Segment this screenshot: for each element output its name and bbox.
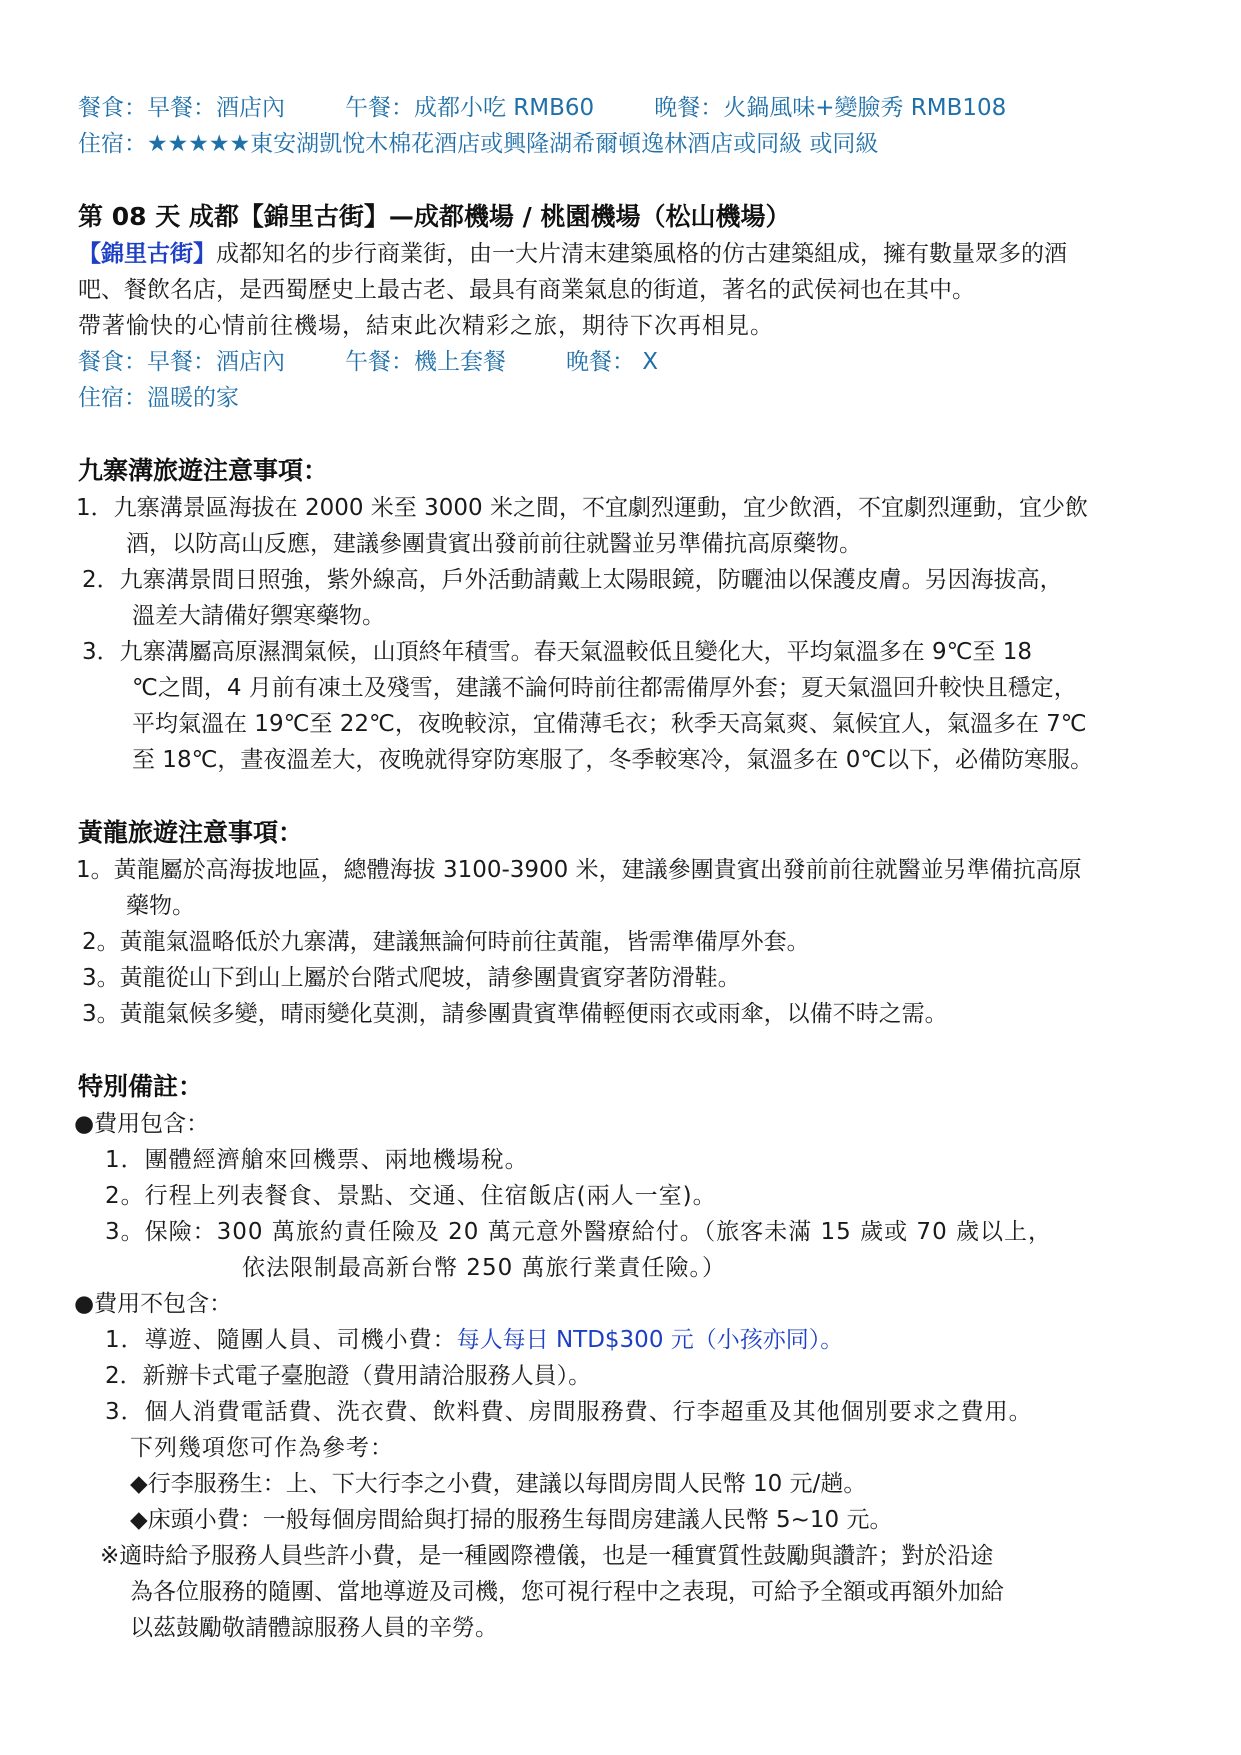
item-text: 黃龍氣溫略低於九寨溝，建議無論何時前往黃龍，皆需準備厚外套。 [119, 929, 810, 955]
day7-dinner: 晚餐：火鍋風味+變臉秀 RMB108 [654, 95, 1007, 121]
item-text: 黃龍從山下到山上屬於台階式爬坡，請參團貴賓穿著防滑鞋。 [119, 965, 741, 991]
item-number: 3． [82, 639, 120, 665]
remark-line: 為各位服務的隨團、當地導遊及司機，您可視行程中之表現，可給予全額或再額外加給 [130, 1579, 1004, 1605]
day8-lodging: 住宿：溫暖的家 [78, 385, 239, 411]
item-text: 平均氣溫在 19℃至 22℃，夜晚較涼，宜備薄毛衣；秋季天高氣爽、氣候宜人，氣溫多在 7℃ [132, 711, 1087, 737]
day8-lunch: 午餐：機上套餐 [345, 349, 506, 375]
tip-amount-highlight: 每人每日 NTD$300 元（小孩亦同）。 [456, 1327, 844, 1353]
item-text: 九寨溝景區海拔在 2000 米至 3000 米之間，不宜劇烈運動，宜少飲酒，不宜劇烈運動，宜少飲 [113, 495, 1088, 521]
day8-farewell: 帶著愉快的心情前往機場，結束此次精彩之旅，期待下次再相見。 [78, 313, 774, 339]
item-number: 3。 [82, 965, 120, 991]
item-text: 溫差大請備好禦寒藥物。 [132, 603, 385, 629]
item-text: 黃龍屬於高海拔地區，總體海拔 3100-3900 米，建議參團貴賓出發前前往就醫並另準備抗高原 [113, 857, 1082, 883]
remark-line: ※適時給予服務人員些許小費，是一種國際禮儀，也是一種實質性鼓勵與讚許；對於沿途 [100, 1543, 994, 1569]
list-item [76, 960, 1178, 996]
item-number: 2。 [82, 929, 120, 955]
item-text: 九寨溝屬高原濕潤氣候，山頂終年積雪。春天氣溫較低且變化大，平均氣溫多在 9℃至 18 [119, 639, 1032, 665]
excluded-item: 2．新辦卡式電子臺胞證（費用請洽服務人員）。 [105, 1363, 592, 1389]
huanglong-heading: 黃龍旅遊注意事項： [78, 818, 304, 847]
day8-spot-name: 【錦里古街】 [78, 241, 216, 267]
excluded-item [78, 1322, 1178, 1358]
list-item [76, 562, 1178, 634]
itinerary-page [74, 90, 1178, 1646]
item-text: 藥物。 [126, 893, 195, 919]
included-item: 3。保險：300 萬旅約責任險及 20 萬元意外醫療給付。（旅客未滿 15 歲或 70 歲以上， [105, 1219, 1053, 1245]
day7-lunch: 午餐：成都小吃 RMB60 [345, 95, 595, 121]
included-label: ●費用包含： [74, 1111, 210, 1137]
item-number: 1。 [76, 857, 114, 883]
item-text: ℃之間，4 月前有凍土及殘雪，建議不論何時前往都需備厚外套；夏天氣溫回升較快且穩定， [132, 675, 1077, 701]
huanglong-list [76, 852, 1178, 1032]
day8-spot-desc-1: 成都知名的步行商業街，由一大片清末建築風格的仿古建築組成，擁有數量眾多的酒 [216, 241, 1067, 267]
reference-item: ◆床頭小費：一般每個房間給與打掃的服務生每間房建議人民幣 5~10 元。 [130, 1507, 893, 1533]
list-item [76, 634, 1178, 778]
list-item [76, 490, 1178, 562]
day7-breakfast: 早餐：酒店內 [147, 95, 285, 121]
day8-title: 第 08 天 成都【錦里古街】—成都機場 / 桃園機場（松山機場） [78, 202, 791, 231]
item-text: 黃龍氣候多變，晴雨變化莫測，請參團貴賓準備輕便雨衣或雨傘，以備不時之需。 [119, 1001, 948, 1027]
day8-spot-desc-line-2: 吧、餐飲名店，是西蜀歷史上最古老、最具有商業氣息的街道，著名的武侯祠也在其中。 [78, 277, 975, 303]
day8-dinner: 晚餐： X [566, 349, 659, 375]
item-text: 九寨溝景間日照強，紫外線高，戶外活動請戴上太陽眼鏡，防曬油以保護皮膚。另因海拔高， [119, 567, 1063, 593]
day8-spot-desc-line-1 [78, 236, 1178, 272]
reference-intro: 下列幾項您可作為參考： [130, 1435, 394, 1461]
excluded-item-text: 1．導遊、隨團人員、司機小費： [105, 1327, 457, 1353]
list-item [76, 852, 1178, 924]
list-item [76, 924, 1178, 960]
remark-line: 以茲鼓勵敬請體諒服務人員的辛勞。 [130, 1615, 498, 1641]
day8-meals [78, 344, 1178, 380]
item-number: 2． [82, 567, 120, 593]
included-item-continued: 依法限制最高新台幣 250 萬旅行業責任險。） [242, 1255, 727, 1281]
item-text: 酒，以防高山反應，建議參團貴賓出發前前往就醫並另準備抗高原藥物。 [126, 531, 862, 557]
day7-meals-label: 餐食： [78, 95, 147, 121]
included-item: 1．團體經濟艙來回機票、兩地機場稅。 [105, 1147, 529, 1173]
notes-heading: 特別備註： [78, 1072, 204, 1101]
day7-lodging: 住宿：★★★★★東安湖凱悅木棉花酒店或興隆湖希爾頓逸林酒店或同級 或同級 [78, 131, 879, 157]
excluded-item: 3．個人消費電話費、洗衣費、飲料費、房間服務費、行李超重及其他個別要求之費用。 [105, 1399, 1033, 1425]
day7-meals [78, 90, 1178, 126]
item-text: 至 18℃，晝夜溫差大，夜晚就得穿防寒服了，冬季較寒冷，氣溫多在 0℃以下，必備防寒服。 [132, 747, 1094, 773]
item-number: 3。 [82, 1001, 120, 1027]
included-item: 2。行程上列表餐食、景點、交通、住宿飯店(兩人一室)。 [105, 1183, 717, 1209]
list-item [76, 996, 1178, 1032]
day8-meals-label: 餐食： [78, 349, 147, 375]
jiuzhaigou-list [76, 490, 1178, 778]
reference-item: ◆行李服務生：上、下大行李之小費，建議以每間房間人民幣 10 元/趟。 [130, 1471, 867, 1497]
jiuzhaigou-heading: 九寨溝旅遊注意事項： [78, 456, 329, 485]
day8-breakfast: 早餐：酒店內 [147, 349, 285, 375]
item-number: 1． [76, 495, 114, 521]
excluded-label: ●費用不包含： [74, 1291, 233, 1317]
